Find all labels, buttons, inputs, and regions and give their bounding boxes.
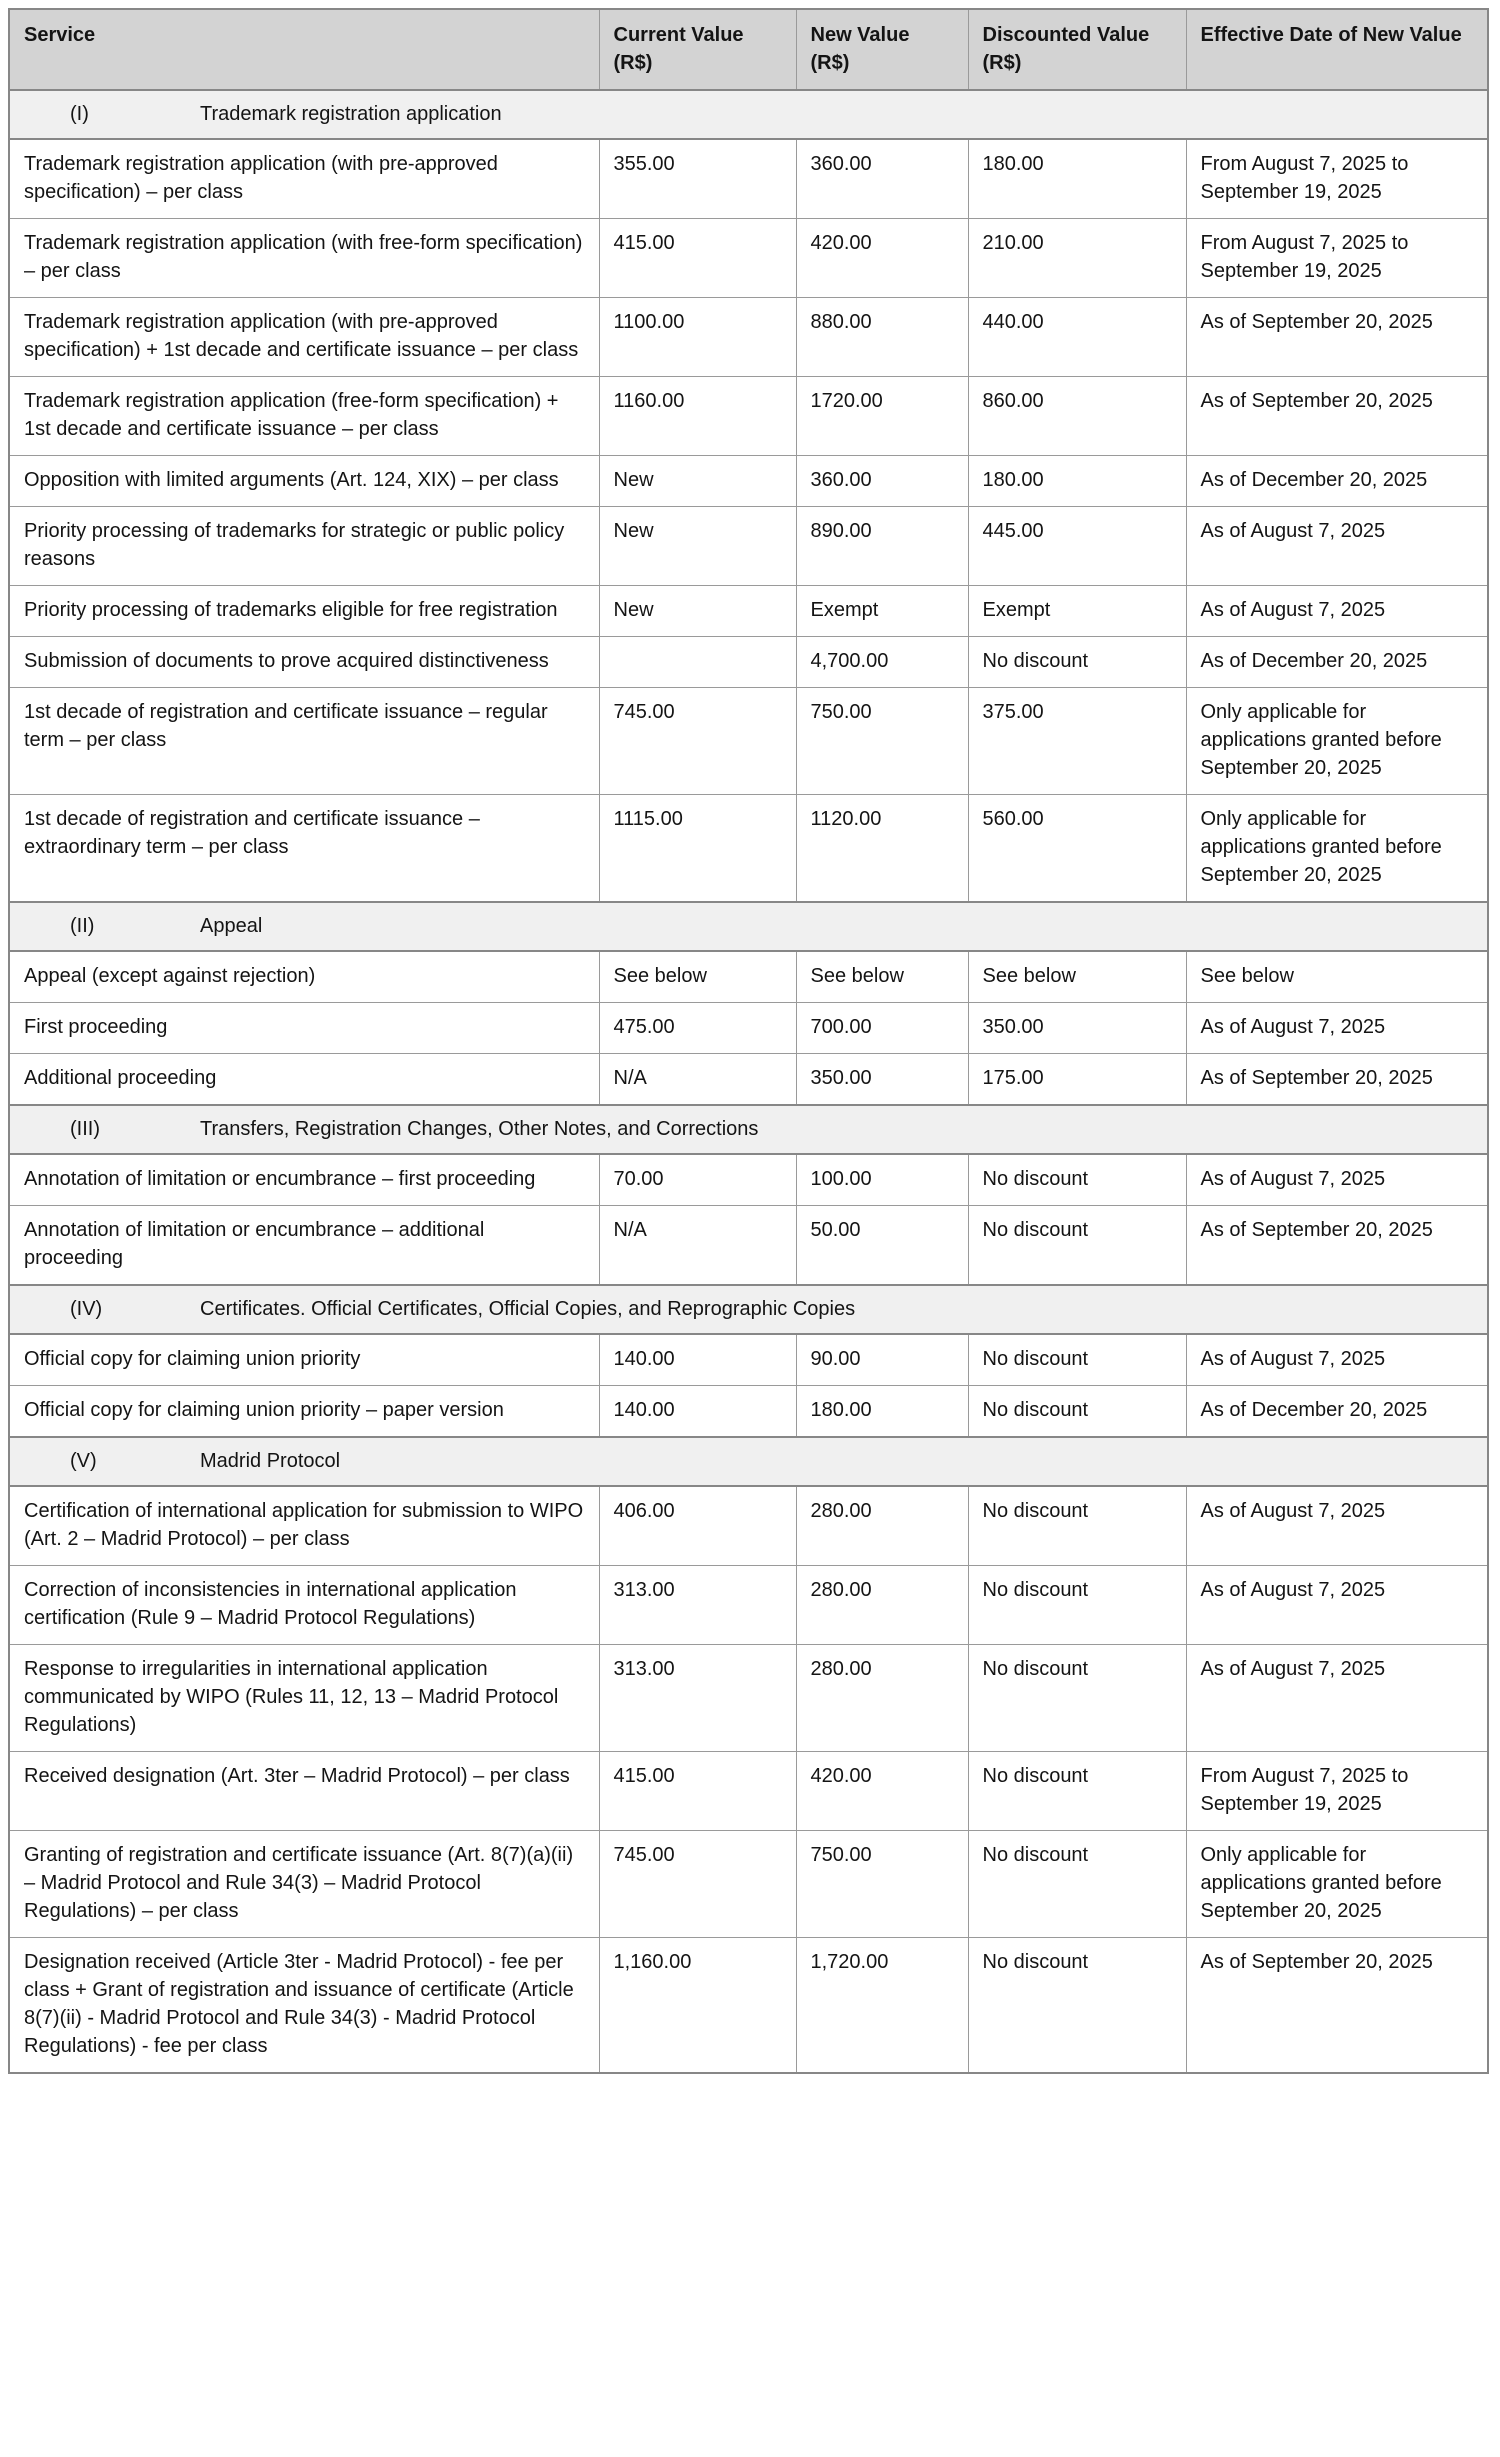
table-row xyxy=(9,1486,1488,1566)
effective-date-cell: As of August 7, 2025 xyxy=(1186,1003,1488,1054)
new-value-cell: 350.00 xyxy=(796,1054,968,1106)
discounted-value-cell: No discount xyxy=(968,1154,1186,1206)
new-value-cell: 280.00 xyxy=(796,1566,968,1645)
current-value-cell: 313.00 xyxy=(599,1645,796,1752)
table-row xyxy=(9,795,1488,903)
service-cell: Official copy for claiming union priority xyxy=(9,1334,599,1386)
new-value-cell: 1720.00 xyxy=(796,377,968,456)
table-row xyxy=(9,1938,1488,2074)
service-cell: Official copy for claiming union priority – paper version xyxy=(9,1386,599,1438)
effective-date-cell: As of August 7, 2025 xyxy=(1186,1154,1488,1206)
section-row-i xyxy=(9,90,1488,139)
section-cell xyxy=(9,1437,1488,1486)
new-value-cell: 4,700.00 xyxy=(796,637,968,688)
table-row xyxy=(9,1054,1488,1106)
section-title: Madrid Protocol xyxy=(200,1450,341,1472)
service-cell: Granting of registration and certificate issuance (Art. 8(7)(a)(ii) – Madrid Protocol and Rule 34(3) – Madrid Protocol Regulations) – per class xyxy=(9,1831,599,1938)
section-numeral: (I) xyxy=(70,103,89,125)
new-value-cell: See below xyxy=(796,951,968,1003)
section-cell xyxy=(9,1105,1488,1154)
current-value-cell: See below xyxy=(599,951,796,1003)
section-cell xyxy=(9,1285,1488,1334)
new-value-cell: 700.00 xyxy=(796,1003,968,1054)
table-row xyxy=(9,507,1488,586)
new-value-cell: 360.00 xyxy=(796,139,968,219)
service-cell: 1st decade of registration and certificate issuance – extraordinary term – per class xyxy=(9,795,599,903)
discounted-value-cell: 860.00 xyxy=(968,377,1186,456)
discounted-value-cell: No discount xyxy=(968,637,1186,688)
table-row xyxy=(9,1386,1488,1438)
section-numeral: (II) xyxy=(70,915,95,937)
section-row-ii xyxy=(9,902,1488,951)
section-title: Trademark registration application xyxy=(200,103,502,125)
service-cell: Trademark registration application (with pre-approved specification) + 1st decade and certificate issuance – per class xyxy=(9,298,599,377)
service-cell: First proceeding xyxy=(9,1003,599,1054)
table-row xyxy=(9,1003,1488,1054)
new-value-cell: 280.00 xyxy=(796,1486,968,1566)
table-row xyxy=(9,456,1488,507)
fee-table xyxy=(8,8,1489,2074)
current-value-cell: N/A xyxy=(599,1206,796,1286)
current-value-cell: N/A xyxy=(599,1054,796,1106)
effective-date-cell: As of December 20, 2025 xyxy=(1186,637,1488,688)
service-cell: Annotation of limitation or encumbrance – additional proceeding xyxy=(9,1206,599,1286)
section-row-iii xyxy=(9,1105,1488,1154)
current-value-cell xyxy=(599,637,796,688)
current-value-cell: 355.00 xyxy=(599,139,796,219)
service-cell: Received designation (Art. 3ter – Madrid Protocol) – per class xyxy=(9,1752,599,1831)
table-row xyxy=(9,219,1488,298)
current-value-cell: 1115.00 xyxy=(599,795,796,903)
new-value-cell: 180.00 xyxy=(796,1386,968,1438)
discounted-value-cell: No discount xyxy=(968,1938,1186,2074)
new-value-cell: 420.00 xyxy=(796,219,968,298)
column-header-effective: Effective Date of New Value xyxy=(1186,9,1488,90)
current-value-cell: 745.00 xyxy=(599,688,796,795)
current-value-cell: 745.00 xyxy=(599,1831,796,1938)
effective-date-cell: As of August 7, 2025 xyxy=(1186,1486,1488,1566)
effective-date-cell: From August 7, 2025 to September 19, 2025 xyxy=(1186,219,1488,298)
effective-date-cell: As of August 7, 2025 xyxy=(1186,1566,1488,1645)
service-cell: Certification of international application for submission to WIPO (Art. 2 – Madrid Protocol) – per class xyxy=(9,1486,599,1566)
section-row-iv xyxy=(9,1285,1488,1334)
table-row xyxy=(9,586,1488,637)
effective-date-cell: From August 7, 2025 to September 19, 2025 xyxy=(1186,1752,1488,1831)
service-cell: Opposition with limited arguments (Art. 124, XIX) – per class xyxy=(9,456,599,507)
current-value-cell: 415.00 xyxy=(599,219,796,298)
current-value-cell: 406.00 xyxy=(599,1486,796,1566)
header-row xyxy=(9,9,1488,90)
new-value-cell: 750.00 xyxy=(796,688,968,795)
discounted-value-cell: No discount xyxy=(968,1645,1186,1752)
section-cell xyxy=(9,90,1488,139)
discounted-value-cell: 180.00 xyxy=(968,139,1186,219)
effective-date-cell: Only applicable for applications granted before September 20, 2025 xyxy=(1186,795,1488,903)
table-row xyxy=(9,1334,1488,1386)
new-value-cell: 1,720.00 xyxy=(796,1938,968,2074)
effective-date-cell: As of August 7, 2025 xyxy=(1186,1645,1488,1752)
current-value-cell: 313.00 xyxy=(599,1566,796,1645)
discounted-value-cell: 560.00 xyxy=(968,795,1186,903)
effective-date-cell: From August 7, 2025 to September 19, 2025 xyxy=(1186,139,1488,219)
section-title: Certificates. Official Certificates, Official Copies, and Reprographic Copies xyxy=(200,1298,856,1320)
new-value-cell: 100.00 xyxy=(796,1154,968,1206)
effective-date-cell: As of September 20, 2025 xyxy=(1186,1054,1488,1106)
service-cell: Priority processing of trademarks for strategic or public policy reasons xyxy=(9,507,599,586)
discounted-value-cell: No discount xyxy=(968,1566,1186,1645)
table-row xyxy=(9,1752,1488,1831)
fee-table-header xyxy=(9,9,1488,90)
effective-date-cell: As of December 20, 2025 xyxy=(1186,1386,1488,1438)
current-value-cell: New xyxy=(599,586,796,637)
effective-date-cell: As of December 20, 2025 xyxy=(1186,456,1488,507)
discounted-value-cell: No discount xyxy=(968,1334,1186,1386)
table-row xyxy=(9,637,1488,688)
current-value-cell: 1160.00 xyxy=(599,377,796,456)
discounted-value-cell: 375.00 xyxy=(968,688,1186,795)
current-value-cell: 415.00 xyxy=(599,1752,796,1831)
table-row xyxy=(9,298,1488,377)
service-cell: Appeal (except against rejection) xyxy=(9,951,599,1003)
service-cell: Trademark registration application (with free-form specification) – per class xyxy=(9,219,599,298)
table-row xyxy=(9,688,1488,795)
service-cell: Correction of inconsistencies in international application certification (Rule 9 – Madrid Protocol Regulations) xyxy=(9,1566,599,1645)
current-value-cell: 1,160.00 xyxy=(599,1938,796,2074)
service-cell: Annotation of limitation or encumbrance – first proceeding xyxy=(9,1154,599,1206)
effective-date-cell: As of September 20, 2025 xyxy=(1186,1938,1488,2074)
table-row xyxy=(9,377,1488,456)
discounted-value-cell: No discount xyxy=(968,1831,1186,1938)
current-value-cell: New xyxy=(599,507,796,586)
discounted-value-cell: 180.00 xyxy=(968,456,1186,507)
effective-date-cell: As of September 20, 2025 xyxy=(1186,377,1488,456)
effective-date-cell: As of September 20, 2025 xyxy=(1186,298,1488,377)
section-title: Appeal xyxy=(200,915,263,937)
effective-date-cell: As of August 7, 2025 xyxy=(1186,586,1488,637)
discounted-value-cell: No discount xyxy=(968,1752,1186,1831)
new-value-cell: 50.00 xyxy=(796,1206,968,1286)
service-cell: Priority processing of trademarks eligible for free registration xyxy=(9,586,599,637)
new-value-cell: 880.00 xyxy=(796,298,968,377)
section-cell xyxy=(9,902,1488,951)
service-cell: Trademark registration application (free-form specification) + 1st decade and certificate issuance – per class xyxy=(9,377,599,456)
service-cell: 1st decade of registration and certificate issuance – regular term – per class xyxy=(9,688,599,795)
table-row xyxy=(9,139,1488,219)
new-value-cell: 280.00 xyxy=(796,1645,968,1752)
effective-date-cell: See below xyxy=(1186,951,1488,1003)
effective-date-cell: As of August 7, 2025 xyxy=(1186,507,1488,586)
service-cell: Additional proceeding xyxy=(9,1054,599,1106)
discounted-value-cell: 350.00 xyxy=(968,1003,1186,1054)
effective-date-cell: Only applicable for applications granted before September 20, 2025 xyxy=(1186,1831,1488,1938)
new-value-cell: 1120.00 xyxy=(796,795,968,903)
effective-date-cell: As of September 20, 2025 xyxy=(1186,1206,1488,1286)
current-value-cell: 140.00 xyxy=(599,1334,796,1386)
current-value-cell: New xyxy=(599,456,796,507)
current-value-cell: 140.00 xyxy=(599,1386,796,1438)
discounted-value-cell: 210.00 xyxy=(968,219,1186,298)
discounted-value-cell: 445.00 xyxy=(968,507,1186,586)
service-cell: Response to irregularities in international application communicated by WIPO (Rules 11, 12, 13 – Madrid Protocol Regulations) xyxy=(9,1645,599,1752)
current-value-cell: 1100.00 xyxy=(599,298,796,377)
new-value-cell: 360.00 xyxy=(796,456,968,507)
service-cell: Submission of documents to prove acquired distinctiveness xyxy=(9,637,599,688)
new-value-cell: 90.00 xyxy=(796,1334,968,1386)
table-row xyxy=(9,1154,1488,1206)
column-header-discounted: Discounted Value (R$) xyxy=(968,9,1186,90)
new-value-cell: 420.00 xyxy=(796,1752,968,1831)
new-value-cell: 750.00 xyxy=(796,1831,968,1938)
table-row xyxy=(9,1831,1488,1938)
discounted-value-cell: No discount xyxy=(968,1206,1186,1286)
column-header-service: Service xyxy=(9,9,599,90)
table-row xyxy=(9,1645,1488,1752)
column-header-current: Current Value (R$) xyxy=(599,9,796,90)
section-numeral: (III) xyxy=(70,1118,100,1140)
discounted-value-cell: 175.00 xyxy=(968,1054,1186,1106)
new-value-cell: 890.00 xyxy=(796,507,968,586)
service-cell: Designation received (Article 3ter - Madrid Protocol) - fee per class + Grant of registration and issuance of certificate (Article 8(7)(ii) - Madrid Protocol and Rule 34(3) - Madrid Protocol Regulations) - fee per class xyxy=(9,1938,599,2074)
discounted-value-cell: Exempt xyxy=(968,586,1186,637)
discounted-value-cell: No discount xyxy=(968,1486,1186,1566)
section-row-v xyxy=(9,1437,1488,1486)
service-cell: Trademark registration application (with pre-approved specification) – per class xyxy=(9,139,599,219)
effective-date-cell: Only applicable for applications granted before September 20, 2025 xyxy=(1186,688,1488,795)
discounted-value-cell: See below xyxy=(968,951,1186,1003)
current-value-cell: 70.00 xyxy=(599,1154,796,1206)
table-row xyxy=(9,1206,1488,1286)
discounted-value-cell: No discount xyxy=(968,1386,1186,1438)
section-title: Transfers, Registration Changes, Other Notes, and Corrections xyxy=(200,1118,759,1140)
effective-date-cell: As of August 7, 2025 xyxy=(1186,1334,1488,1386)
section-numeral: (IV) xyxy=(70,1298,103,1320)
discounted-value-cell: 440.00 xyxy=(968,298,1186,377)
column-header-new: New Value (R$) xyxy=(796,9,968,90)
current-value-cell: 475.00 xyxy=(599,1003,796,1054)
new-value-cell: Exempt xyxy=(796,586,968,637)
section-numeral: (V) xyxy=(70,1450,97,1472)
fee-table-body xyxy=(9,90,1488,2073)
table-row xyxy=(9,1566,1488,1645)
table-row xyxy=(9,951,1488,1003)
